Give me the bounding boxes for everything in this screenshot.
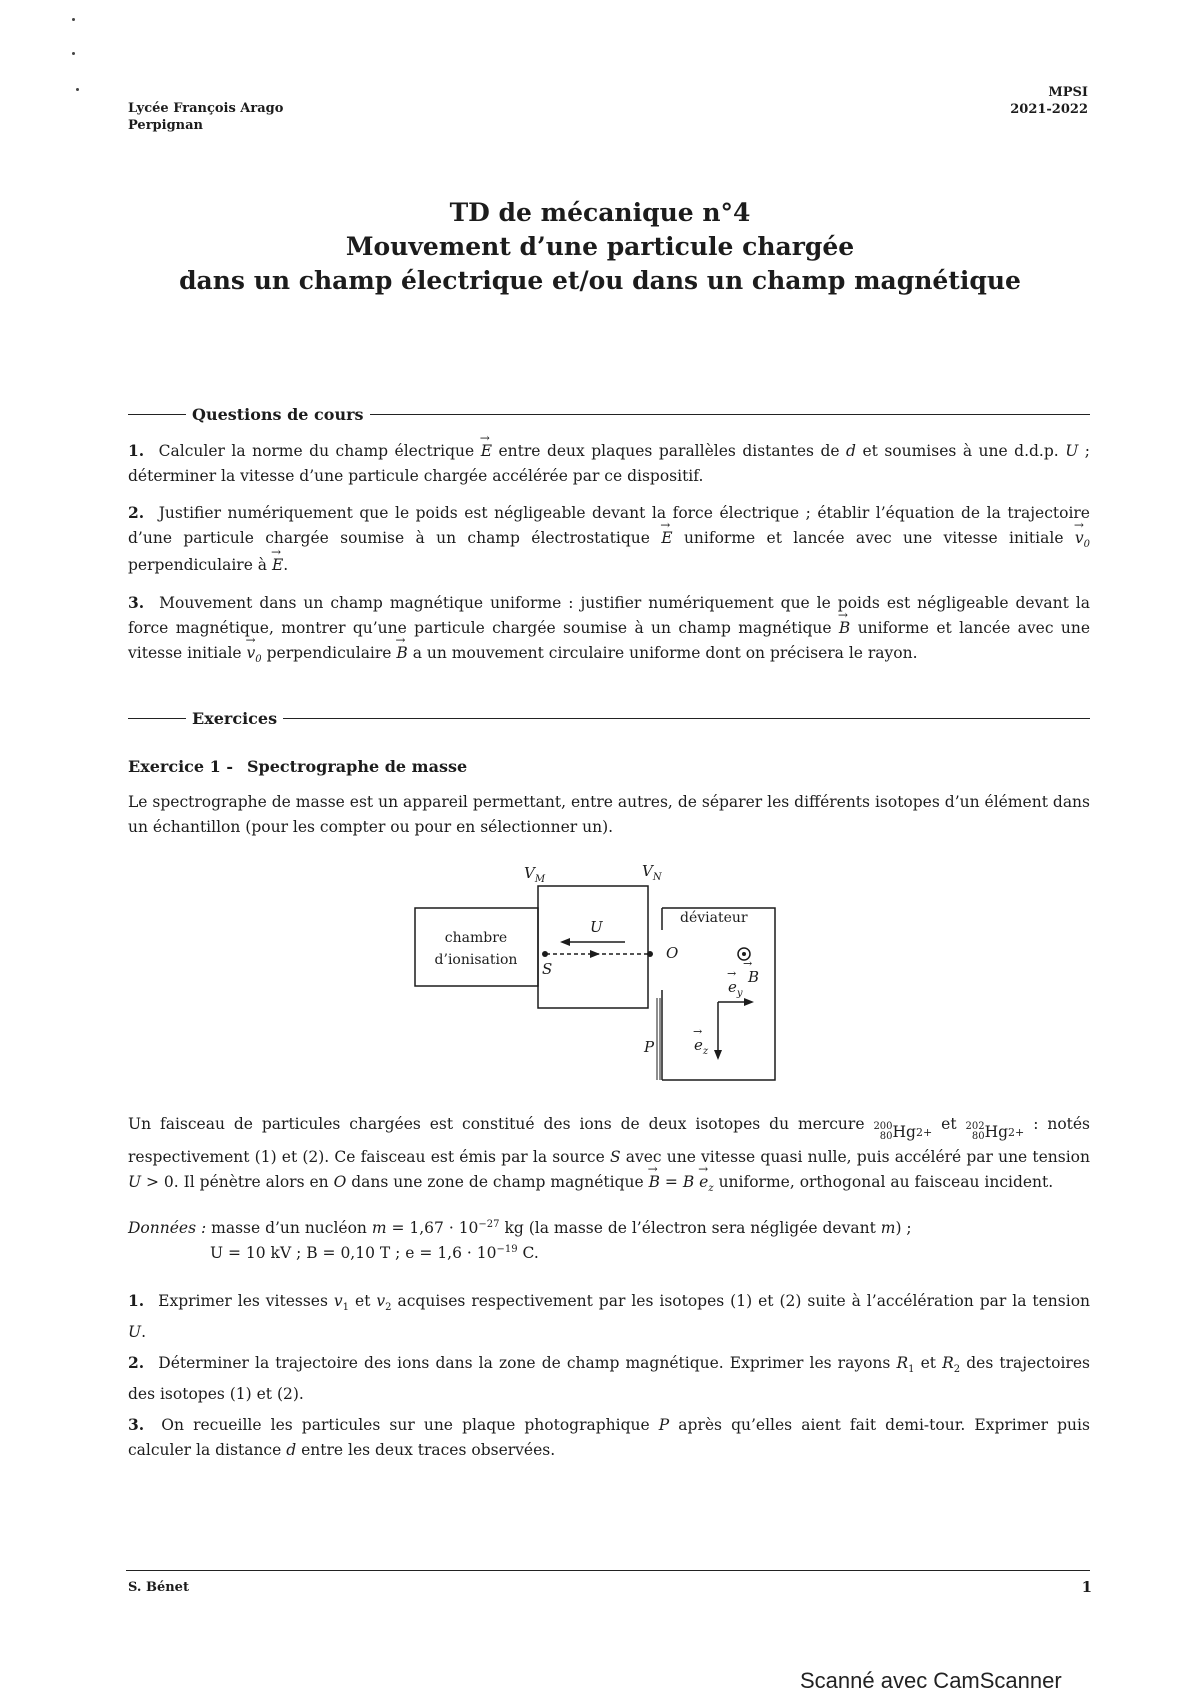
exercise-1-question-3: 3. On recueille les particules sur une plaque photographique P après qu’elles aient fait demi-tour. Exprimer puis calculer la distance d entre les deux traces observées. <box>128 1415 1090 1459</box>
isotope-1: 200 80 Hg 2+ <box>873 1121 933 1142</box>
section-heading-cours <box>128 404 1090 424</box>
exercise-number: Exercice 1 - <box>128 757 233 776</box>
svg-text:VM: $V_M$ <box>524 864 546 885</box>
mass-spectrograph-diagram <box>410 858 810 1088</box>
svg-text:→: → <box>743 957 753 970</box>
school-year: 2021-2022 <box>1010 102 1088 117</box>
cours-question-2: 2. Justifier numériquement que le poids est négligeable devant la force électrique ; établir l’équation de la trajectoire d’une particule chargée soumise à un champ électrostatique → E uniforme et lancée avec une vitesse initiale → $v_0$ perpendiculaire à → E. <box>128 500 1090 578</box>
section-heading-exercices <box>128 708 1090 728</box>
svg-text:→: → <box>727 967 737 980</box>
exercise-1-data: Données : masse d’un nucléon $m = 1,67 \cdot 10^{-27}$ kg (la masse de l’électron sera négligée devant m) ; <box>128 1219 912 1238</box>
vector-B: → B <box>649 1170 660 1190</box>
exercise-1-question-2: 2. Déterminer la trajectoire des ions dans la zone de champ magnétique. Exprimer les rayons $R_1$ et $R_2$ des trajectoires des isotopes (1) et (2). <box>128 1353 1090 1404</box>
svg-text:U: U <box>590 918 603 936</box>
svg-text:d’ionisation: d’ionisation <box>434 952 518 968</box>
vector-v0: → $v_0$ <box>1075 526 1090 553</box>
ionisation-chamber <box>415 908 538 986</box>
exercise-1-statement: Un faisceau de particules chargées est constitué des ions de deux isotopes du mercure 200 80 Hg 2+ et 202 80 Hg 2+ : notés respectivement (1) et (2). Ce faisceau est émis par la source S avec une vitesse quasi nulle, puis accéléré par une tension U > 0. Il pénètre alors en O dans une zone de champ magnétique → $B = B \to e_z$ uniforme, orthogonal au faisceau incident. <box>128 1112 1090 1197</box>
page-number: 1 <box>1081 1578 1092 1596</box>
acceleration-zone <box>538 886 648 1008</box>
vector-E: → E <box>272 553 283 573</box>
title-line-3: dans un champ électrique et/ou dans un champ magnétique <box>179 266 1021 295</box>
footer-author: S. Bénet <box>128 1580 189 1595</box>
scanner-watermark: Scanné avec CamScanner <box>800 1668 1062 1693</box>
page-title <box>0 196 1200 298</box>
exercise-1-intro: Le spectrographe de masse est un appareil permettant, entre autres, de séparer les différents isotopes d’un élément dans un échantillon (pour les compter ou pour en sélectionner un). <box>128 793 1090 836</box>
vector-E: → E <box>661 526 672 546</box>
title-line-1: TD de mécanique n°4 <box>449 198 751 227</box>
svg-text:S: S <box>542 960 553 978</box>
header-left <box>128 100 283 134</box>
svg-text:chambre: chambre <box>444 930 508 946</box>
exercise-name: Spectrographe de masse <box>247 757 468 776</box>
svg-text:ez: $e_z$ <box>694 1036 709 1057</box>
cours-question-3: 3. Mouvement dans un champ magnétique uniforme : justifier numériquement que le poids est négligeable devant la force magnétique, montrer qu’une particule chargée soumise à un champ magnétique → B uniforme et lancée avec une vitesse initiale → $v_0$ perpendiculaire → B a un mouvement circulaire uniforme dont on précisera le rayon. <box>128 590 1090 668</box>
vector-v0: → $v_0$ <box>247 641 262 668</box>
cours-question-1: 1. Calculer la norme du champ électrique → E entre deux plaques parallèles distantes de d et soumises à une d.d.p. U ; déterminer la vitesse d’une particule chargée accélérée par ce dispositif. <box>128 438 1090 489</box>
vector-B: → B <box>396 641 407 661</box>
section-label: Exercices <box>192 708 278 728</box>
svg-text:ey: $e_y$ <box>728 978 743 999</box>
svg-text:→: → <box>693 1025 703 1038</box>
vector-B: → B <box>839 616 850 636</box>
exercise-1-title <box>128 757 481 776</box>
svg-text:VN: $V_N$ <box>642 862 662 883</box>
svg-text:B: B <box>748 968 760 986</box>
source-point <box>542 951 548 957</box>
school-name: Lycée François Arago <box>128 101 284 116</box>
scan-speck <box>72 52 75 55</box>
scan-speck <box>72 18 75 21</box>
svg-text:P: P <box>644 1038 655 1056</box>
vector-ez: → $e_z$ <box>699 1170 713 1197</box>
class-name: MPSI <box>1048 85 1088 100</box>
section-label: Questions de cours <box>192 404 364 424</box>
school-city: Perpignan <box>128 118 203 133</box>
entry-point <box>647 951 653 957</box>
exercise-1-question-1: 1. Exprimer les vitesses $v_1$ et $v_2$ acquises respectivement par les isotopes (1) et (2) suite à l’accélération par la tension U. <box>128 1291 1091 1342</box>
footer-divider <box>126 1570 1090 1571</box>
vector-E: → E <box>481 439 492 459</box>
exercise-1-data-values: U = 10 kV ; B = 0,10 T ; $e = 1,6 \cdot 10^{-19}$ C. <box>210 1244 539 1263</box>
svg-text:O: O <box>666 944 679 962</box>
isotope-2: 202 80 Hg 2+ <box>965 1121 1025 1142</box>
scan-speck <box>76 88 79 91</box>
title-line-2: Mouvement d’une particule chargée <box>345 232 855 261</box>
header-right <box>1010 84 1088 118</box>
svg-text:déviateur: déviateur <box>680 910 748 926</box>
